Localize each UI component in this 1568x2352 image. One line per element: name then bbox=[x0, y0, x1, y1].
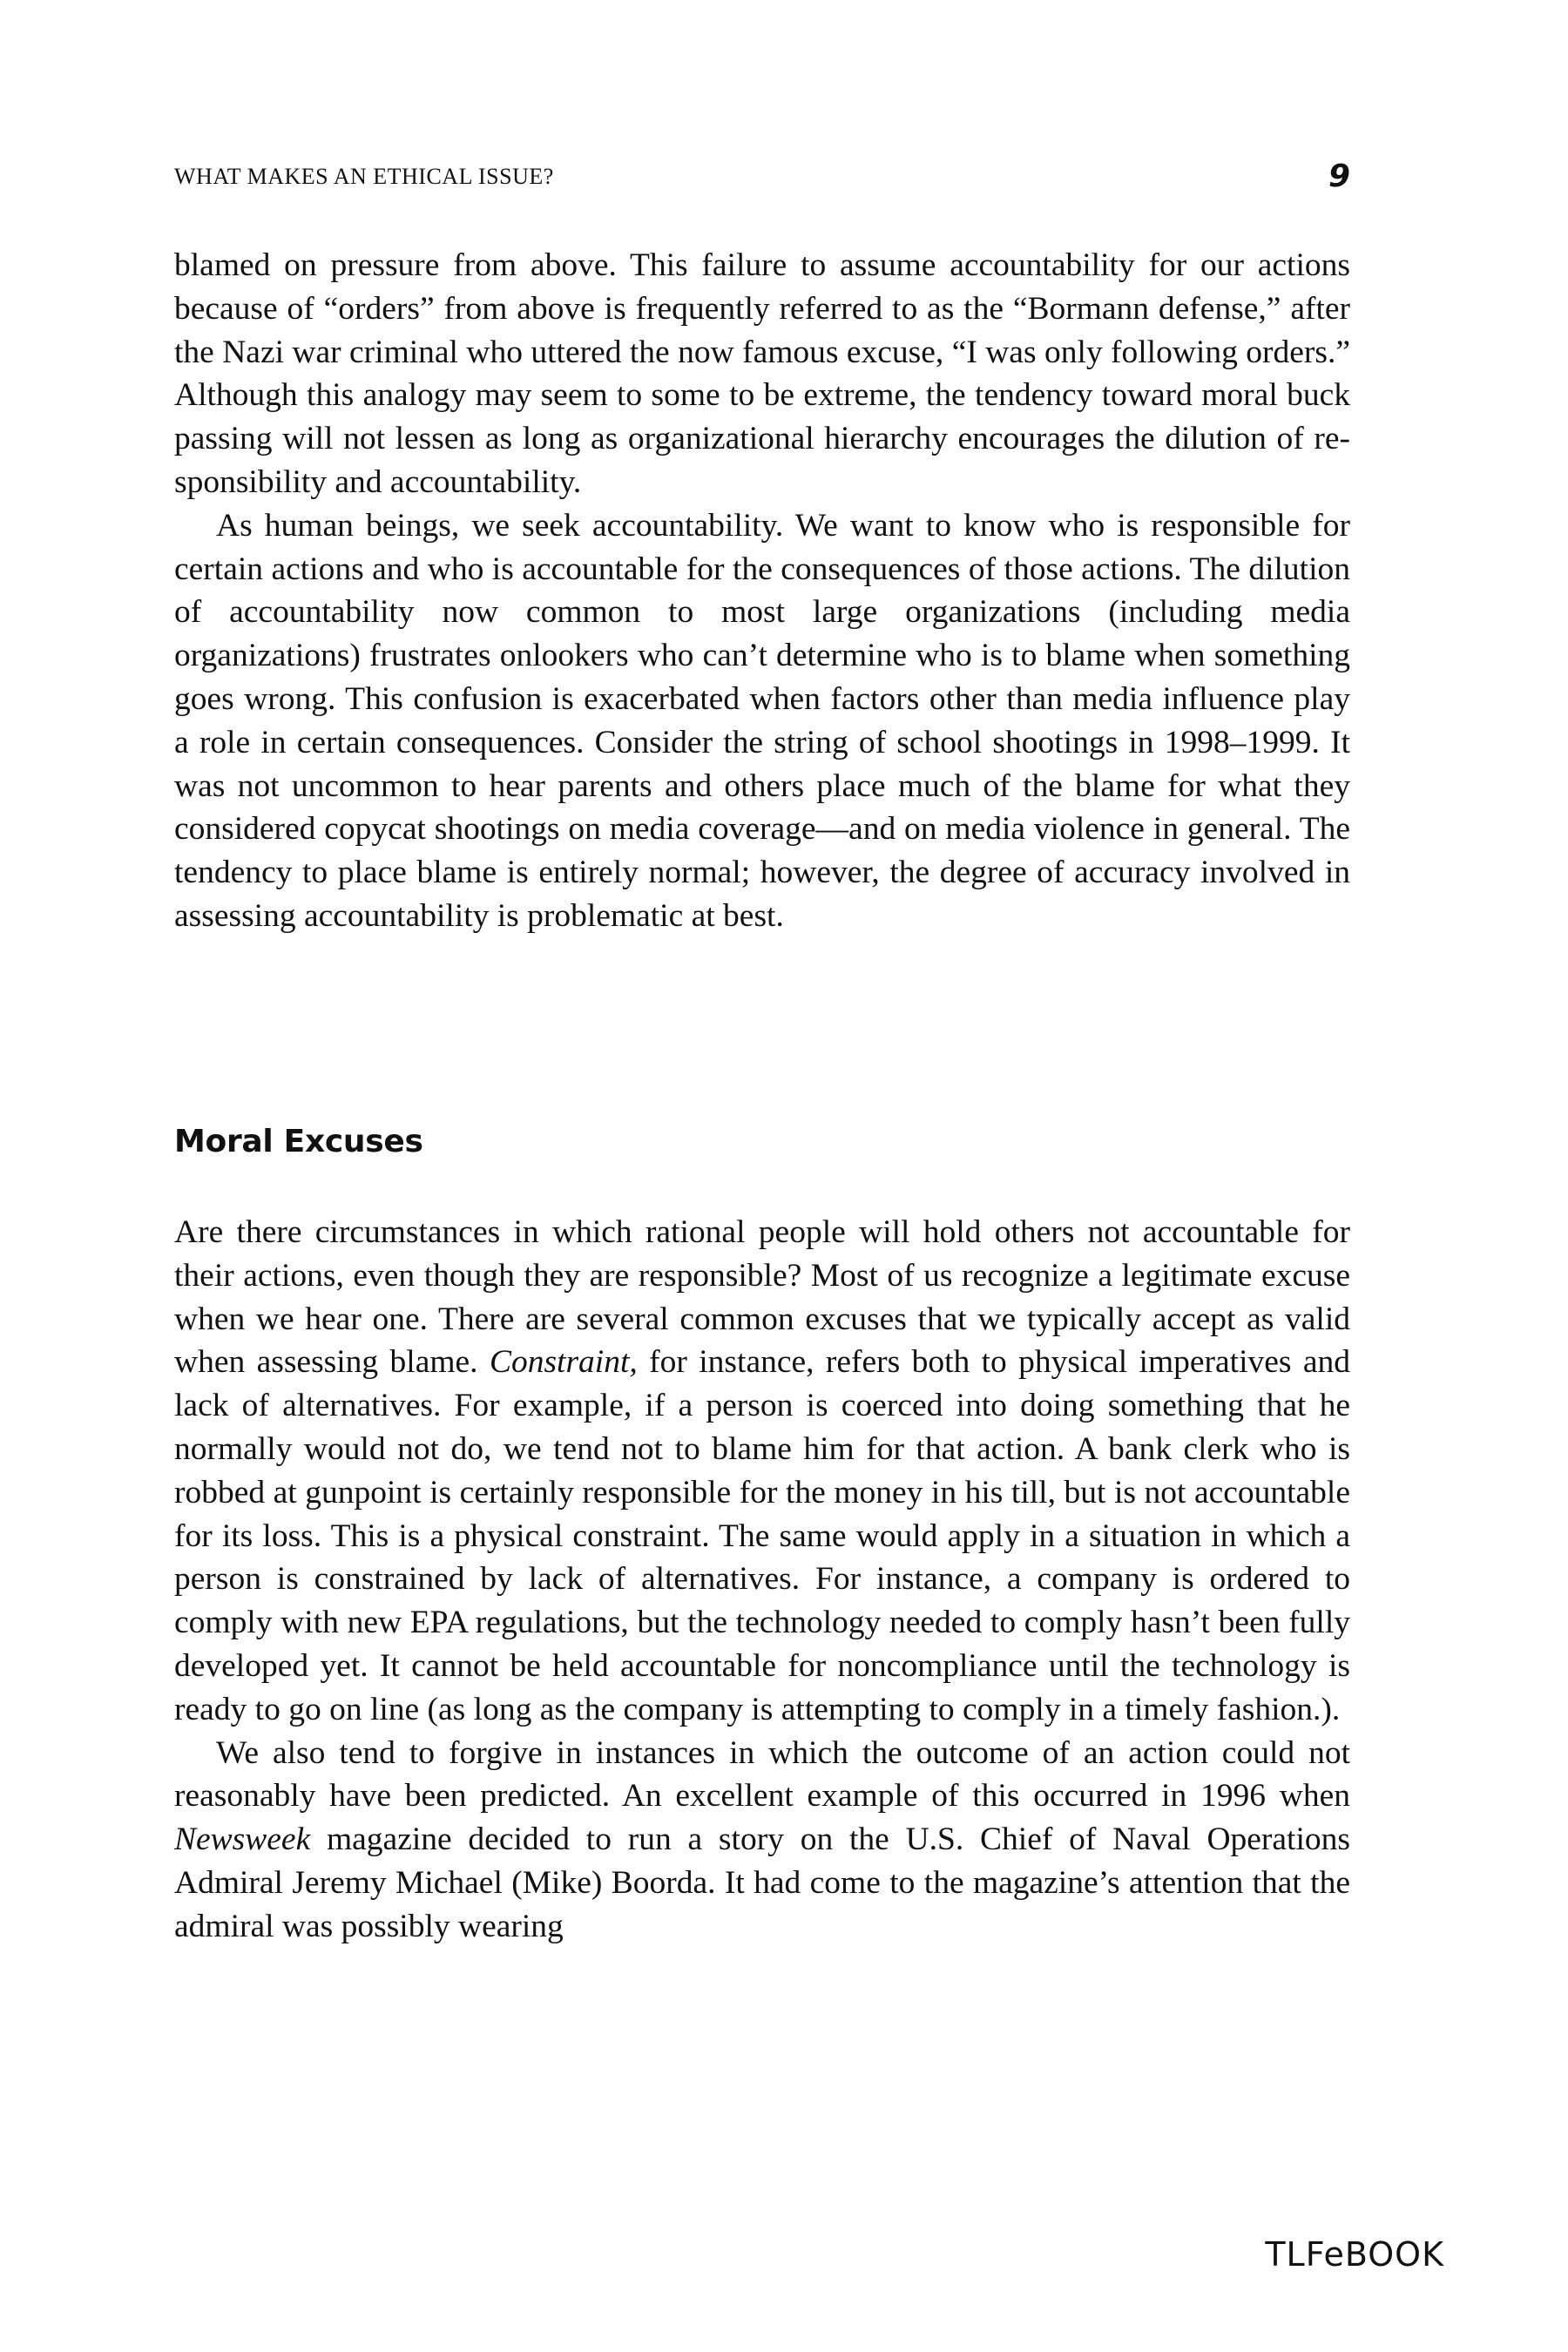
paragraph-accountability: As human beings, we seek accountability. We want to know who is responsible for certain actions and who is accountable for the consequences of those actions. The dilution of accountability now common to most large organizations (including media organizations) frustrates onlookers who can’t determine who is to blame when something goes wrong. This confusion is exacerbated when factors other than media influence play a role in certain consequences. Consider the string of school shootings in 1998–1999. It was not uncommon to hear parents and others place much of the blame for what they considered copycat shootings on media coverage—and on media violence in general. The tendency to place blame is entirely normal; however, the degree of accuracy involved in assessing accountability is problematic at best. bbox=[174, 507, 1350, 934]
section-heading: Moral Excuses bbox=[174, 1124, 423, 1159]
constraint-text-after: for instance, refers both to physical imperatives and lack of alternatives. For example, if a person is coerced into doing something that he normally would not do, we tend not to blame him for that action. A bank clerk who is robbed at gunpoint is certainly responsible for the money in his till, but is not accountable for its loss. This is a physical constraint. The same would apply in a situation in which a person is constrained by lack of alternatives. For instance, a company is ordered to comply with new EPA regulations, but the technology needed to comply hasn’t been fully developed yet. It cannot be held accountable for noncompliance until the technology is ready to go on line (as long as the company is attempting to comply in a timely fashion.). bbox=[174, 1344, 1350, 1727]
watermark: TLFeBOOK bbox=[1265, 2235, 1444, 2274]
page-number: 9 bbox=[1328, 159, 1350, 194]
paragraph-continued: blamed on pressure from above. This failure to assume accountability for our actions because of “orders” from above is frequently referred to as the “Bormann defense,” after the Nazi war criminal who uttered the now famous excuse, “I was only following orders.” Although this analogy may seem to some to be extreme, the tendency toward moral buck passing will not lessen as long as organizational hierarchy encourages the dilution of responsibility and accountability. bbox=[174, 247, 1350, 500]
prediction-text-before: We also tend to forgive in instances in which the outcome of an action could not reasonably have been predicted. An excellent example of this occurred in 1996 when bbox=[174, 1734, 1350, 1815]
body-text-section-2 bbox=[174, 1211, 1350, 1949]
constraint-term: Constraint, bbox=[489, 1344, 638, 1381]
magazine-name: Newsweek bbox=[174, 1821, 311, 1858]
body-text-section-1 bbox=[174, 244, 1350, 938]
running-header bbox=[174, 159, 1350, 199]
prediction-text-after: magazine decided to run a story on the U.S. Chief of Naval Operations Admiral Jeremy Michael (Mike) Boorda. It had come to the magazine’s attention that the admiral was possibly wearing bbox=[174, 1821, 1350, 1944]
running-title: WHAT MAKES AN ETHICAL ISSUE? bbox=[174, 164, 554, 189]
constraint-text-before: Are there circumstances in which rational people will hold others not accountable for their actions, even though they are responsible? Most of us recognize a legitimate excuse when we hear one. There are several common excuses that we typically accept as valid when assessing blame. bbox=[174, 1214, 1350, 1381]
paragraph-constraint bbox=[174, 1211, 1350, 1732]
paragraph-prediction bbox=[174, 1732, 1350, 1949]
